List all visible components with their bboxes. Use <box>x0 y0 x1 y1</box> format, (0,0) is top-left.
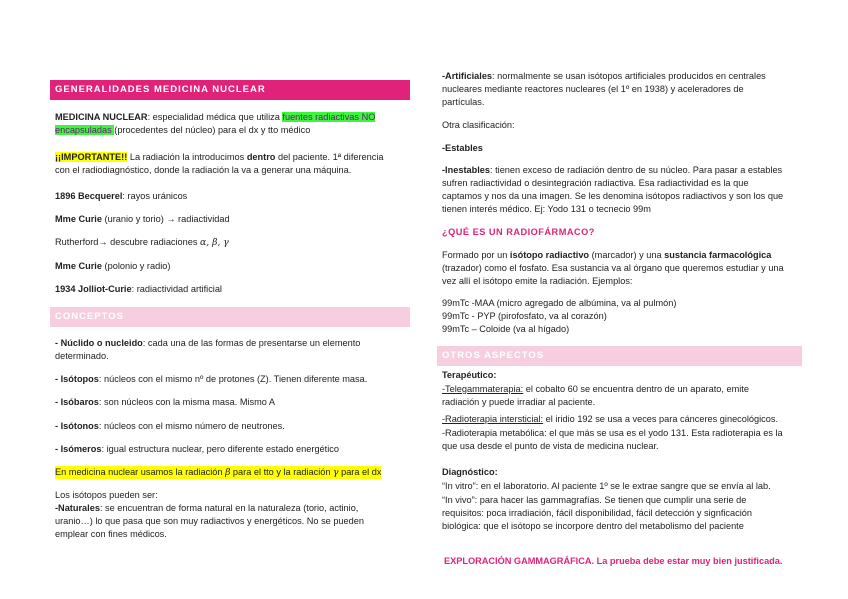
paragraph-curie-1: Mme Curie (uranio y torio) → radiactividad <box>55 214 230 224</box>
paragraph-curie-2: Mme Curie (polonio y radio) <box>55 261 171 271</box>
highlight-radiacion: En medicina nuclear usamos la radiación β para el tto y la radiación γ para el dx <box>55 467 382 478</box>
paragraph-radioterapia-metabolica: -Radioterapia metabólica: el que más se usa es el yodo 131. Esta radioterapia es la que usa desde el punto de vista de medicina nuclear. <box>442 428 783 452</box>
paragraph-otra-clasificacion: Otra clasificación: <box>442 120 515 130</box>
concept-isotopos: - Isótopos: núcleos con el mismo nº de protones (Z). Tienen diferente masa. <box>55 374 368 384</box>
section-header-conceptos: CONCEPTOS <box>50 307 410 327</box>
paragraph-in-vitro: “In vitro”: en el laboratorio. Al paciente 1º se le extrae sangre que se envía al lab. <box>442 481 771 491</box>
paragraph-jolliot: 1934 Jolliot-Curie: radiactividad artificial <box>55 284 222 294</box>
paragraph-in-vivo: “In vivo”: para hacer las gammagrafías. Se tienen que cumplir una serie de requisitos: poca irradiación, fácil disponibilidad, fácil detección y signficación biológica: que el isótopo se incorpore dentro del metabolismo del paciente <box>442 495 752 532</box>
paragraph-naturales: -Naturales: se encuentran de forma natural en la naturaleza (torio, actinio, uranio…) lo que pasa que son muy radiactivos y energéticos. No se pueden emplear con fines médicos. <box>55 503 364 540</box>
paragraph-radiofarmaco: Formado por un isótopo radiactivo (marcador) y una sustancia farmacológica (trazador) como el fosfato. Esa sustancia va al órgano que queremos estudiar y una vez allí el isótopo emite la radiación. Ejemplos: <box>442 250 784 287</box>
paragraph-importante: ¡¡IMPORTANTE!! La radiación la introducimos dentro del paciente. 1ª diferencia con el radiodiagnóstico, donde la radiación la va a generar una máquina. <box>55 152 384 176</box>
paragraph-rutherford: Rutherford→ descubre radiaciones α, β, γ <box>55 237 229 248</box>
section-header-otros-aspectos: OTROS ASPECTOS <box>437 346 802 366</box>
paragraph-isotopos-pueden: Los isótopos pueden ser: <box>55 490 158 500</box>
paragraph-estables: -Estables <box>442 143 483 153</box>
title-diagnostico: Diagnóstico: <box>442 467 498 477</box>
concept-isomeros: - Isómeros: igual estructura nuclear, pero diferente estado energético <box>55 444 339 454</box>
paragraph-telegammaterapia: -Telegammaterapia: el cobalto 60 se encuentra dentro de un aparato, emite radiación y puede irradiar al paciente. <box>442 384 749 408</box>
paragraph-medicina-nuclear: MEDICINA NUCLEAR: especialidad médica que utiliza fuentes radiactivas NO encapsuladas (procedentes del núcleo) para el dx y tto médico <box>55 112 376 136</box>
heading-radiofarmaco: ¿QUÉ ES UN RADIOFÁRMACO? <box>442 227 595 237</box>
concept-isobaros: - Isóbaros: son núcleos con la misma masa. Mismo A <box>55 397 276 407</box>
footer-exploracion: EXPLORACIÓN GAMMAGRÁFICA. La prueba debe estar muy bien justificada. <box>444 556 783 566</box>
section-header-generalidades: GENERALIDADES MEDICINA NUCLEAR <box>50 80 410 100</box>
paragraph-radioterapia-intersticial: -Radioterapia intersticial: el iridio 192 se usa a veces para cánceres ginecológicos. <box>442 414 779 424</box>
paragraph-artificiales: -Artificiales: normalmente se usan isótopos artificiales producidos en centrales nucleares mediante reactores nucleares (el 1º en 1938) y aceleradores de partículas. <box>442 71 766 108</box>
title-terapeutico: Terapéutico: <box>442 370 497 380</box>
concept-isotonos: - Isótonos: núcleos con el mismo número de neutrones. <box>55 421 285 431</box>
paragraph-becquerel: 1896 Becquerel: rayos uránicos <box>55 191 188 201</box>
concept-nuclido: - Núclido o nucleido: cada una de las formas de presentarse un elemento determinado. <box>55 338 361 362</box>
paragraph-inestables: -Inestables: tienen exceso de radiación dentro de su núcleo. Para pasar a estables sufren radiactividad o desintegración radiactiva. Esa radiactividad es la que captamos y nos da una imagen. Se les denomina isótopos radiactivos y son los que tienen interés médico. Ej: Yodo 131 o tecnecio 99m <box>442 165 784 215</box>
example-coloide: 99mTc – Coloide (va al hígado) <box>442 324 570 334</box>
example-pyp: 99mTc - PYP (pirofosfato, va al corazón) <box>442 311 607 321</box>
example-maa: 99mTc -MAA (micro agregado de albúmina, va al pulmón) <box>442 298 677 308</box>
